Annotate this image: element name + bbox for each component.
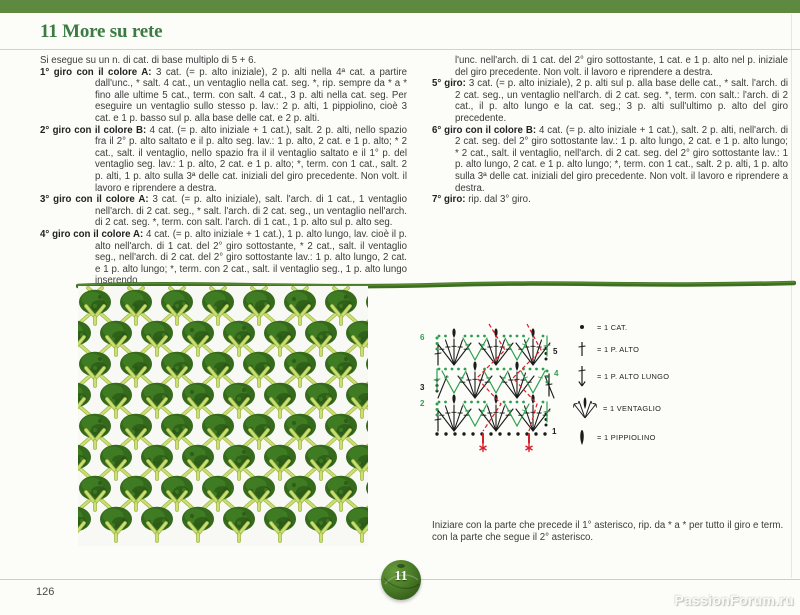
- stitch-legend: [572, 320, 752, 454]
- page-edge-line: [791, 14, 792, 578]
- step-round-4-continuation: l'unc. nell'arch. di 1 cat. del 2° giro sottostante, 1 cat. e 1 p. alto nel p. iniziale del giro precedente. Non volt. il lavoro e riprendere a destra.: [455, 55, 788, 78]
- instructions-right-column: [432, 55, 788, 206]
- step-text: rip. dal 3° giro.: [468, 194, 531, 206]
- pattern-intro: Si esegue su un n. di cat. di base multiplo di 5 + 6.: [40, 55, 257, 66]
- picot-drop-icon: [572, 426, 592, 448]
- yarn-ball-badge: [381, 560, 421, 600]
- legend-item-cat: [572, 320, 752, 334]
- step-round-2: [40, 125, 407, 195]
- step-label: 4° giro con il colore A:: [40, 228, 144, 240]
- stitch-diagram: [417, 310, 562, 454]
- long-treble-arrow-icon: [572, 364, 592, 388]
- repeat-note: Iniziare con la parte che precede il 1° asterisco, rip. da * a * per tutto il giro e term. con la parte che segue il 2° asterisco.: [432, 520, 784, 543]
- instructions-left-column: [40, 55, 407, 287]
- step-round-3: [40, 194, 407, 229]
- svg-text:6: 6: [420, 333, 425, 342]
- page-title: 11 More su rete: [40, 21, 163, 42]
- step-round-6: [432, 125, 788, 195]
- step-label: 3° giro con il colore A:: [40, 194, 149, 206]
- page-number: 126: [36, 586, 55, 598]
- legend-item-p-alto: [572, 340, 752, 358]
- legend-label: = 1 P. ALTO LUNGO: [597, 371, 670, 381]
- step-label: 1° giro con il colore A:: [40, 66, 152, 78]
- top-green-band: [0, 0, 800, 13]
- svg-text:5: 5: [553, 347, 558, 356]
- legend-label: = 1 PIPPIOLINO: [597, 432, 656, 442]
- step-text: 3 cat. (= p. alto iniziale), 2 p. alti sul p. alla base delle cat., * salt. l'arch. di 2 cat. seg., un ventaglio nell'arch. di 2 cat. seg. *, term. con salt.: l'arch. di 2 cat., il p. alto lungo e la cat. seg.; 3 p. alti sull'ultimo p. alto del giro precedente.: [455, 78, 788, 124]
- legend-label: = 1 P. ALTO: [597, 344, 640, 354]
- legend-item-p-alto-lungo: [572, 364, 752, 388]
- step-text: 4 cat. (= p. alto iniziale + 1 cat.), 1 p. alto lungo, lav. cioè il p. alto nell'arch. di 1 cat. del 2° giro sottostante, * 2 cat., salt. il ventaglio seg., nell'arch. di 2 cat. del 2° giro sottostante lav.: 1 p. alto lungo, 2 cat. e 1 p. alto lungo; *, term. con 2 cat., salt. il ventaglio seg., 1 p. alto lungo inserendo: [95, 228, 407, 287]
- title-rule: [0, 49, 800, 50]
- step-text: 3 cat. (= p. alto iniziale), salt. l'arch. di 1 cat., 1 ventaglio nell'arch. di 2 cat. seg., * salt. l'arch. di 2 cat. seg., un ventaglio nell'arch. di 2 cat. seg. *, term. con salt. l'arch. di 1 cat., 1 p. alto sul p. alto seg.: [95, 194, 407, 229]
- step-label: 7° giro:: [432, 194, 466, 206]
- step-text: 4 cat. (= p. alto iniziale + 1 cat.), salt. 2 p. alti, nello spazio fra il 2° p. alto saltato e il p. alto seg. lav.: 1 p. alto, 2 cat. e 1 p. alto; * 2 cat., salt. il ventaglio, nello spazio fra il il ventaglio saltato e il 1° p. del ventaglio seg. lav.: 1 p. alto, 2 cat. e 1 p. alto; *, term. con 1 cat., salt. 2 p. alti, 1 p. alto sulla 3ª delle cat. iniziali del giro precedente. Non volt. il lavoro e riprendere a destra.: [95, 124, 407, 194]
- svg-text:1: 1: [552, 427, 557, 436]
- legend-item-ventaglio: [572, 394, 752, 422]
- step-text: 3 cat. (= p. alto iniziale), 2 p. alti nella 4ª cat. a partire dall'unc., * salt. 4 cat., un ventaglio nella cat. seg. *, rip. sempre da * a * fino alle ultime 5 cat., term. con salt. 4 cat., 3 p. alti nella cat. seg. Per eseguire un ventaglio sullo stesso p. lav.: 2 p. alti, 1 pippiolino, cioè 3 cat. e 1 p. basso sul p. alla base delle cat. e 2 p. alti.: [95, 66, 407, 124]
- step-round-1: [40, 67, 407, 125]
- legend-label: = 1 VENTAGLIO: [603, 403, 662, 413]
- svg-text:3: 3: [420, 383, 425, 392]
- legend-label: = 1 CAT.: [597, 322, 628, 332]
- ball-number: 11: [394, 569, 408, 584]
- watermark: PassionForum.ru: [674, 592, 794, 608]
- step-label: 6° giro con il colore B:: [432, 124, 537, 136]
- treble-cross-icon: [572, 340, 592, 358]
- chain-dot-icon: [572, 320, 592, 334]
- step-label: 5° giro:: [432, 78, 466, 90]
- legend-item-pippiolino: [572, 426, 752, 448]
- svg-text:2: 2: [420, 399, 425, 408]
- svg-text:4: 4: [554, 369, 559, 378]
- step-text: 4 cat. (= p. alto iniziale + 1 cat.), salt. 2 p. alti, nell'arch. di 2 cat. seg. del 2° giro sottostante lav.: 1 p. alto lungo, 2 cat. e 1 p. alto lungo; * 2 cat., salt. il ventaglio, nell'arch. di 2 cat. seg. del 2° giro sottostante lav.: 1 p. alto lungo, 2 cat. e 1 p. alto lungo; *, term. con 1 cat., salt. 2 p. alti, 1 p. alto sulla 3ª delle cat. iniziali del giro precedente. Non volt. il lavoro e riprendere a destra.: [455, 124, 788, 194]
- step-round-7: [432, 194, 788, 206]
- crochet-swatch-photo: [78, 286, 368, 546]
- step-label: 2° giro con il colore B:: [40, 124, 147, 136]
- fan-icon: [572, 394, 598, 422]
- step-round-5: [432, 78, 788, 124]
